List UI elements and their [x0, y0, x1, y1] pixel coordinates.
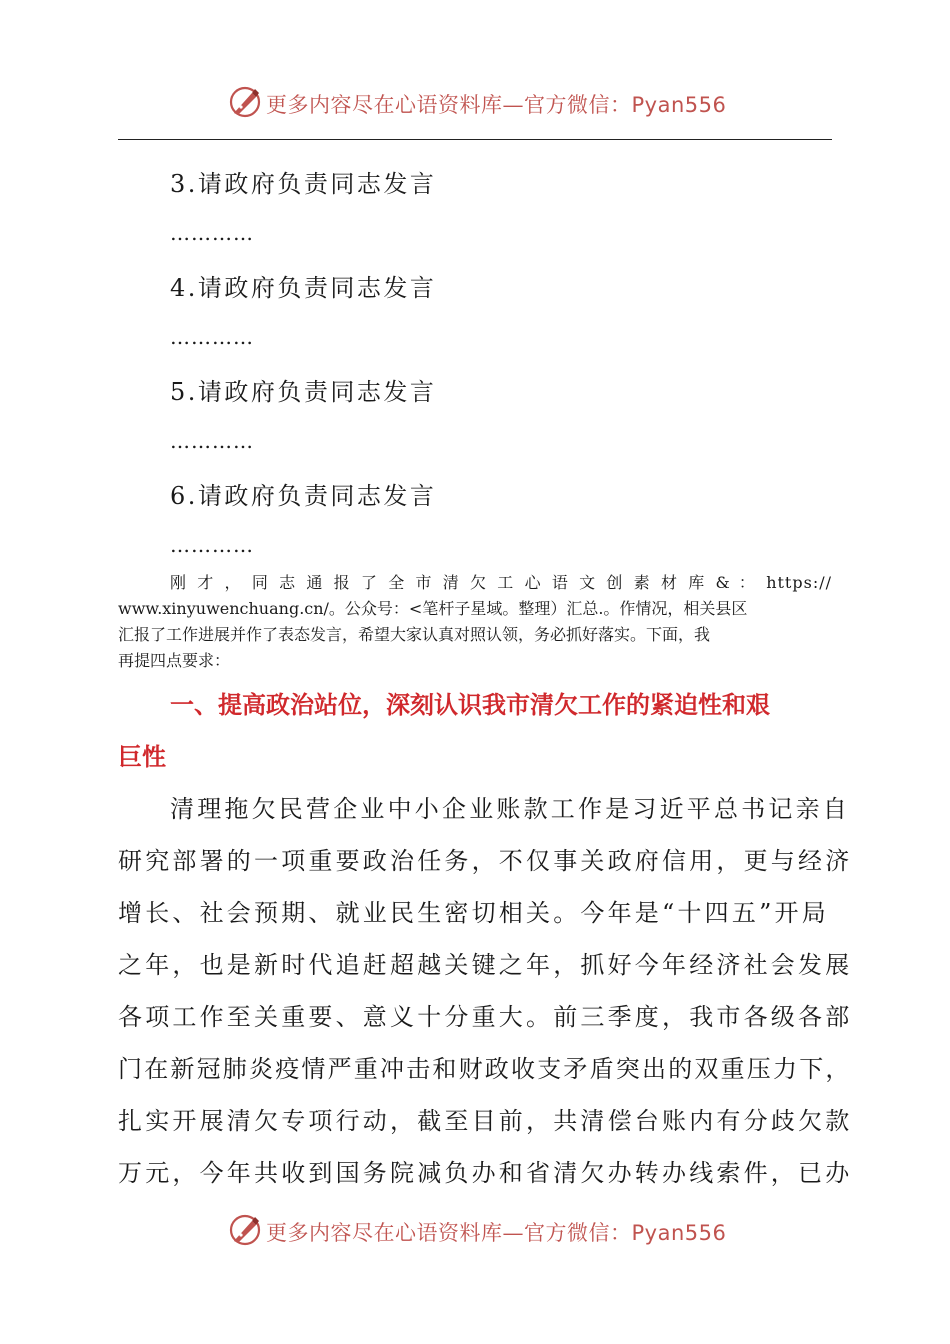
pen-nib-icon [228, 85, 262, 119]
body-line: 扎实开展清欠专项行动，截至目前，共清偿台账内有分歧欠款 [118, 1107, 853, 1135]
body-line: 各项工作至关重要、意义十分重大。前三季度，我市各级各部 [118, 1003, 853, 1031]
section-heading-cont: 巨性 [118, 743, 166, 771]
intro-line: www.xinyuwenchuang.cn/。公众号：<笔杆子星域。整理）汇总.。作情况，相关县区 [118, 599, 748, 618]
body-line: 门在新冠肺炎疫情严重冲击和财政收支矛盾突出的双重压力下， [118, 1055, 852, 1083]
body-line: 万元，今年共收到国务院减负办和省清欠办转办线索件，已办 [118, 1159, 853, 1187]
body-line: 之年，也是新时代追赶超越关键之年，抓好今年经济社会发展 [118, 951, 853, 979]
intro-line: 刚 才 ， 同 志 通 报 了 全 市 清 欠 工 心 语 文 创 素 材 库 & ： https:// [170, 573, 832, 592]
agenda-ellipsis: ………… [170, 221, 254, 245]
agenda-item: 4.请政府负责同志发言 [170, 274, 437, 302]
header-rule [118, 139, 832, 140]
agenda-item: 5.请政府负责同志发言 [170, 378, 437, 406]
agenda-ellipsis: ………… [170, 325, 254, 349]
agenda-item: 3.请政府负责同志发言 [170, 170, 437, 198]
section-heading: 一、提高政治站位，深刻认识我市清欠工作的紧迫性和艰 [170, 691, 770, 719]
pen-nib-icon [228, 1213, 262, 1247]
footer-banner-text: 更多内容尽在心语资料库—官方微信：Pyan556 [266, 1221, 727, 1245]
agenda-item: 6.请政府负责同志发言 [170, 482, 437, 510]
body-line: 研究部署的一项重要政治任务，不仅事关政府信用，更与经济 [118, 847, 853, 875]
agenda-ellipsis: ………… [170, 533, 254, 557]
intro-line: 汇报了工作进展并作了表态发言，希望大家认真对照认领，务必抓好落实。下面，我 [118, 625, 711, 644]
body-line: 增长、社会预期、就业民生密切相关。今年是“十四五”开局 [118, 899, 829, 927]
page-header [0, 83, 950, 123]
body-line: 清理拖欠民营企业中小企业账款工作是习近平总书记亲自 [170, 795, 850, 823]
header-banner-text: 更多内容尽在心语资料库—官方微信：Pyan556 [266, 93, 727, 117]
intro-line: 再提四点要求： [118, 651, 231, 670]
agenda-ellipsis: ………… [170, 429, 254, 453]
page-footer [0, 1211, 950, 1251]
intro-paragraph [118, 570, 832, 674]
